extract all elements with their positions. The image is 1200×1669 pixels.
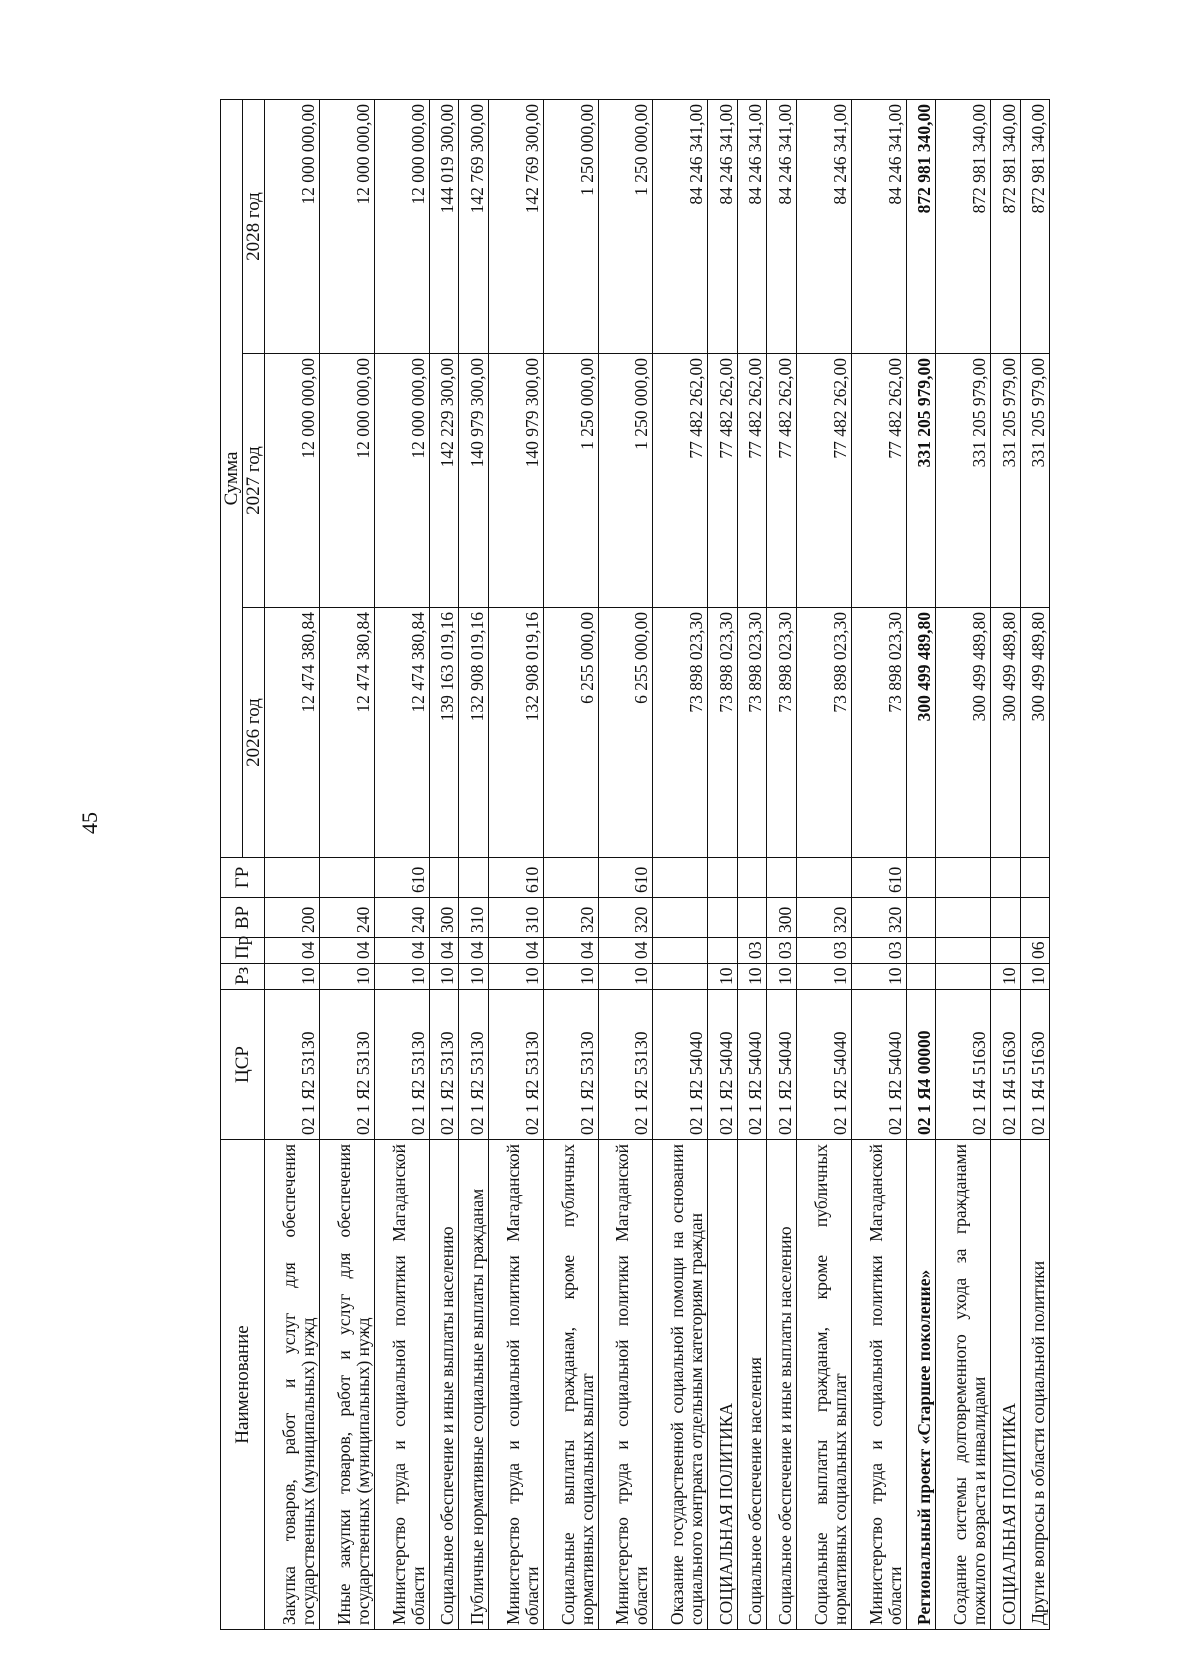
row-sum-2027: 331 205 979,00 (1020, 354, 1050, 608)
row-csr: 02 1 Я4 00000 (906, 990, 935, 1140)
table-row (265, 100, 320, 1630)
row-name: Оказание государственной социальной помощи на основании социального контракта отдельным категориям граждан (653, 1140, 708, 1630)
row-vr: 240 (319, 898, 374, 938)
row-pr: 04 (598, 938, 653, 964)
row-sum-2028: 142 769 300,00 (488, 100, 543, 354)
row-csr: 02 1 Я2 54040 (708, 990, 737, 1140)
row-sum-2026: 300 499 489,80 (1020, 608, 1050, 858)
row-gr (653, 858, 708, 898)
table-row (543, 100, 598, 1630)
row-pr: 04 (265, 938, 320, 964)
row-rz: 10 (265, 964, 320, 990)
row-gr (906, 858, 935, 898)
row-sum-2027: 331 205 979,00 (906, 354, 935, 608)
table-row (851, 100, 906, 1630)
row-name: Министерство труда и социальной политики Магаданской области (851, 1140, 906, 1630)
row-sum-2027: 12 000 000,00 (265, 354, 320, 608)
header-year-2026: 2026 год (243, 608, 265, 858)
row-pr: 04 (319, 938, 374, 964)
row-gr: 610 (488, 858, 543, 898)
row-gr (459, 858, 488, 898)
row-sum-2028: 144 019 300,00 (429, 100, 458, 354)
row-name: Социальное обеспечение и иные выплаты населению (767, 1140, 796, 1630)
row-sum-2027: 77 482 262,00 (708, 354, 737, 608)
row-csr: 02 1 Я2 53130 (319, 990, 374, 1140)
row-sum-2028: 1 250 000,00 (598, 100, 653, 354)
header-name: Наименование (221, 1140, 265, 1630)
header-year-2027: 2027 год (243, 354, 265, 608)
row-pr: 04 (488, 938, 543, 964)
row-csr: 02 1 Я4 51630 (936, 990, 991, 1140)
row-gr (265, 858, 320, 898)
row-sum-2027: 12 000 000,00 (319, 354, 374, 608)
row-rz: 10 (767, 964, 796, 990)
row-name: Региональный проект «Старшее поколение» (906, 1140, 935, 1630)
row-sum-2026: 6 255 000,00 (598, 608, 653, 858)
row-csr: 02 1 Я2 53130 (459, 990, 488, 1140)
row-rz: 10 (374, 964, 429, 990)
row-name: Социальное обеспечение населения (737, 1140, 766, 1630)
row-pr: 03 (767, 938, 796, 964)
row-rz: 10 (708, 964, 737, 990)
row-vr (708, 898, 737, 938)
row-sum-2026: 12 474 380,84 (319, 608, 374, 858)
row-csr: 02 1 Я4 51630 (1020, 990, 1050, 1140)
table-row (374, 100, 429, 1630)
row-sum-2027: 77 482 262,00 (653, 354, 708, 608)
table-row (991, 100, 1020, 1630)
header-rz: Рз (221, 964, 265, 990)
row-pr: 04 (429, 938, 458, 964)
row-sum-2026: 73 898 023,30 (708, 608, 737, 858)
row-sum-2028: 12 000 000,00 (374, 100, 429, 354)
row-pr (936, 938, 991, 964)
row-vr (737, 898, 766, 938)
row-name: СОЦИАЛЬНАЯ ПОЛИТИКА (991, 1140, 1020, 1630)
row-sum-2026: 73 898 023,30 (796, 608, 851, 858)
table-row (1020, 100, 1050, 1630)
row-sum-2028: 84 246 341,00 (796, 100, 851, 354)
row-rz: 10 (737, 964, 766, 990)
row-sum-2028: 1 250 000,00 (543, 100, 598, 354)
row-csr: 02 1 Я4 51630 (991, 990, 1020, 1140)
row-pr (906, 938, 935, 964)
row-pr: 04 (374, 938, 429, 964)
row-vr: 320 (543, 898, 598, 938)
row-pr: 03 (737, 938, 766, 964)
row-sum-2027: 77 482 262,00 (851, 354, 906, 608)
row-name: Министерство труда и социальной политики Магаданской области (488, 1140, 543, 1630)
row-pr (991, 938, 1020, 964)
row-sum-2027: 1 250 000,00 (543, 354, 598, 608)
row-vr: 320 (851, 898, 906, 938)
row-sum-2028: 84 246 341,00 (767, 100, 796, 354)
row-csr: 02 1 Я2 54040 (851, 990, 906, 1140)
row-sum-2028: 84 246 341,00 (653, 100, 708, 354)
row-csr: 02 1 Я2 54040 (796, 990, 851, 1140)
row-sum-2026: 300 499 489,80 (906, 608, 935, 858)
row-rz: 10 (598, 964, 653, 990)
row-csr: 02 1 Я2 53130 (543, 990, 598, 1140)
page-number: 45 (77, 812, 102, 834)
row-name: Другие вопросы в области социальной политики (1020, 1140, 1050, 1630)
table-row (737, 100, 766, 1630)
row-sum-2028: 12 000 000,00 (265, 100, 320, 354)
row-csr: 02 1 Я2 54040 (767, 990, 796, 1140)
row-sum-2028: 872 981 340,00 (991, 100, 1020, 354)
row-vr (906, 898, 935, 938)
row-gr (429, 858, 458, 898)
row-gr (708, 858, 737, 898)
row-sum-2028: 142 769 300,00 (459, 100, 488, 354)
row-name: Министерство труда и социальной политики Магаданской области (374, 1140, 429, 1630)
row-name: Закупка товаров, работ и услуг для обеспечения государственных (муниципальных) нужд (265, 1140, 320, 1630)
row-name: Министерство труда и социальной политики Магаданской области (598, 1140, 653, 1630)
table-row (488, 100, 543, 1630)
row-sum-2026: 132 908 019,16 (459, 608, 488, 858)
row-gr (991, 858, 1020, 898)
row-pr (653, 938, 708, 964)
row-sum-2026: 6 255 000,00 (543, 608, 598, 858)
row-name: Создание системы долговременного ухода за гражданами пожилого возраста и инвалидами (936, 1140, 991, 1630)
row-rz: 10 (543, 964, 598, 990)
row-sum-2026: 132 908 019,16 (488, 608, 543, 858)
row-rz: 10 (851, 964, 906, 990)
row-vr (1020, 898, 1050, 938)
budget-table-container (220, 100, 1050, 1630)
row-vr (653, 898, 708, 938)
row-sum-2027: 77 482 262,00 (767, 354, 796, 608)
budget-table (220, 99, 1050, 1630)
row-sum-2026: 73 898 023,30 (851, 608, 906, 858)
header-year-2028: 2028 год (243, 100, 265, 354)
row-rz: 10 (429, 964, 458, 990)
row-gr: 610 (374, 858, 429, 898)
row-sum-2027: 331 205 979,00 (936, 354, 991, 608)
row-csr: 02 1 Я2 53130 (598, 990, 653, 1140)
row-sum-2028: 872 981 340,00 (906, 100, 935, 354)
row-gr (1020, 858, 1050, 898)
row-csr: 02 1 Я2 53130 (488, 990, 543, 1140)
table-row (796, 100, 851, 1630)
row-sum-2027: 331 205 979,00 (991, 354, 1020, 608)
row-name: Социальные выплаты гражданам, кроме публичных нормативных социальных выплат (796, 1140, 851, 1630)
row-pr: 04 (543, 938, 598, 964)
table-row (459, 100, 488, 1630)
table-row (708, 100, 737, 1630)
row-csr: 02 1 Я2 54040 (653, 990, 708, 1140)
row-gr: 610 (598, 858, 653, 898)
row-pr: 06 (1020, 938, 1050, 964)
header-pr: Пр (221, 938, 265, 964)
row-rz: 10 (991, 964, 1020, 990)
row-pr: 04 (459, 938, 488, 964)
row-vr: 300 (429, 898, 458, 938)
row-vr (991, 898, 1020, 938)
row-gr (319, 858, 374, 898)
row-sum-2027: 77 482 262,00 (796, 354, 851, 608)
row-sum-2026: 139 163 019,16 (429, 608, 458, 858)
table-row (598, 100, 653, 1630)
row-gr (796, 858, 851, 898)
header-vr: ВР (221, 898, 265, 938)
row-vr: 310 (459, 898, 488, 938)
table-row (936, 100, 991, 1630)
header-gr: ГР (221, 858, 265, 898)
row-sum-2026: 12 474 380,84 (374, 608, 429, 858)
header-csr: ЦСР (221, 990, 265, 1140)
row-gr (936, 858, 991, 898)
table-body (265, 100, 1050, 1630)
row-rz: 10 (319, 964, 374, 990)
row-rz: 10 (488, 964, 543, 990)
row-name: Иные закупки товаров, работ и услуг для обеспечения государственных (муниципальных) нужд (319, 1140, 374, 1630)
row-sum-2027: 77 482 262,00 (737, 354, 766, 608)
table-row (429, 100, 458, 1630)
row-pr (708, 938, 737, 964)
row-rz: 10 (1020, 964, 1050, 990)
row-sum-2028: 84 246 341,00 (737, 100, 766, 354)
row-rz (906, 964, 935, 990)
row-csr: 02 1 Я2 53130 (429, 990, 458, 1140)
table-row (767, 100, 796, 1630)
row-rz (653, 964, 708, 990)
table-row (319, 100, 374, 1630)
row-vr: 310 (488, 898, 543, 938)
row-gr (767, 858, 796, 898)
row-pr: 03 (851, 938, 906, 964)
row-sum-2028: 872 981 340,00 (1020, 100, 1050, 354)
row-sum-2028: 84 246 341,00 (851, 100, 906, 354)
row-sum-2026: 73 898 023,30 (653, 608, 708, 858)
row-sum-2027: 140 979 300,00 (459, 354, 488, 608)
row-csr: 02 1 Я2 54040 (737, 990, 766, 1140)
row-sum-2026: 73 898 023,30 (737, 608, 766, 858)
row-gr: 610 (851, 858, 906, 898)
row-name: Социальное обеспечение и иные выплаты населению (429, 1140, 458, 1630)
row-sum-2026: 12 474 380,84 (265, 608, 320, 858)
row-rz: 10 (796, 964, 851, 990)
row-sum-2026: 73 898 023,30 (767, 608, 796, 858)
row-name: Публичные нормативные социальные выплаты гражданам (459, 1140, 488, 1630)
header-sum: Сумма (221, 100, 243, 858)
row-vr: 300 (767, 898, 796, 938)
row-rz: 10 (459, 964, 488, 990)
table-row (906, 100, 935, 1630)
row-vr (936, 898, 991, 938)
row-sum-2027: 142 229 300,00 (429, 354, 458, 608)
row-sum-2027: 140 979 300,00 (488, 354, 543, 608)
row-csr: 02 1 Я2 53130 (265, 990, 320, 1140)
row-sum-2028: 872 981 340,00 (936, 100, 991, 354)
row-pr: 03 (796, 938, 851, 964)
row-sum-2028: 84 246 341,00 (708, 100, 737, 354)
row-rz (936, 964, 991, 990)
row-gr (737, 858, 766, 898)
row-vr: 240 (374, 898, 429, 938)
row-sum-2026: 300 499 489,80 (991, 608, 1020, 858)
row-name: СОЦИАЛЬНАЯ ПОЛИТИКА (708, 1140, 737, 1630)
row-name: Социальные выплаты гражданам, кроме публичных нормативных социальных выплат (543, 1140, 598, 1630)
row-csr: 02 1 Я2 53130 (374, 990, 429, 1140)
row-sum-2027: 12 000 000,00 (374, 354, 429, 608)
row-vr: 200 (265, 898, 320, 938)
row-vr: 320 (598, 898, 653, 938)
row-gr (543, 858, 598, 898)
table-row (653, 100, 708, 1630)
row-sum-2026: 300 499 489,80 (936, 608, 991, 858)
row-sum-2027: 1 250 000,00 (598, 354, 653, 608)
row-vr: 320 (796, 898, 851, 938)
row-sum-2028: 12 000 000,00 (319, 100, 374, 354)
